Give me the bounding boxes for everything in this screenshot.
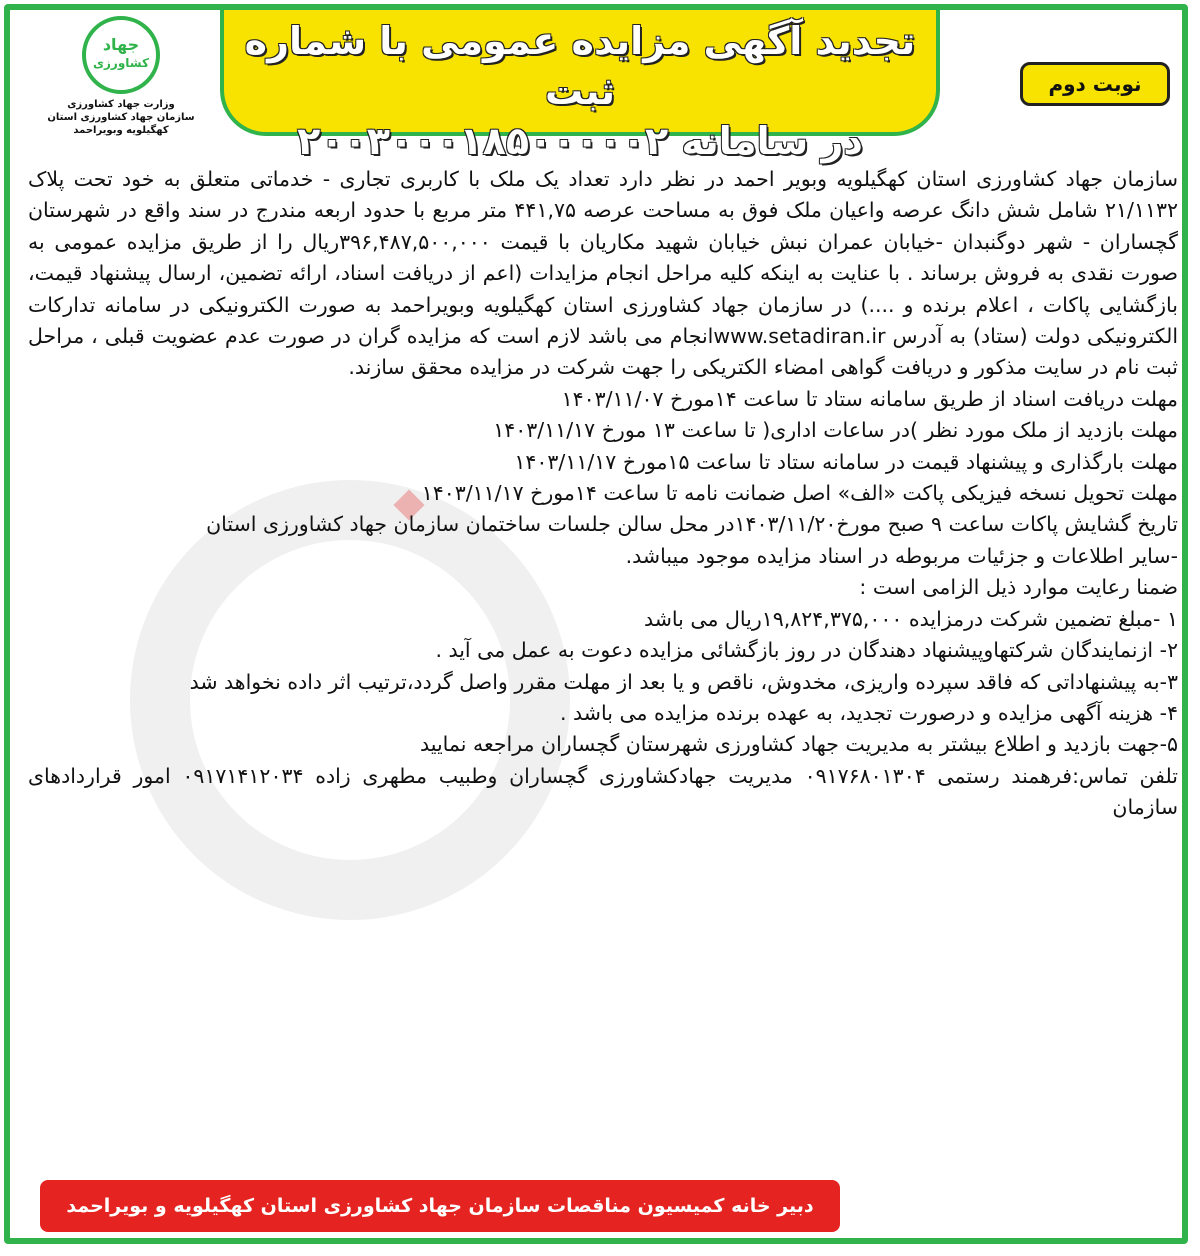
footer-banner: دبیر خانه کمیسیون مناقصات سازمان جهاد کشاورزی استان کهگیلویه و بویراحمد: [40, 1180, 840, 1232]
condition-item-5: ۵-جهت بازدید و اطلاع بیشتر به مدیریت جهاد کشاورزی شهرستان گچساران مراجعه نمایید: [420, 732, 1178, 757]
condition-item-1: ۱ -مبلغ تضمین شرکت درمزایده ۱۹,۸۲۴,۳۷۵,۰۰۰ریال می باشد: [643, 606, 1178, 631]
other-info: -سایر اطلاعات و جزئیات مربوطه در اسناد مزایده موجود میباشد.: [625, 543, 1178, 568]
deadline-physical-envelope: مهلت تحویل نسخه فیزیکی پاکت «الف» اصل ضمانت نامه تا ساعت ۱۴مورخ ۱۴۰۳/۱۱/۱۷: [421, 481, 1178, 506]
intro-paragraph: سازمان جهاد کشاورزی استان کهگیلویه وبویر احمد در نظر دارد تعداد یک ملک با کاربری تجاری - خدماتی متعلق به خود تحت پلاک ۲۱/۱۱۳۲ شامل شش دانگ عرصه واعیان ملک فوق به مساحت عرصه ۴۴۱,۷۵ متر مربع با حدود اربعه مندرج در سند واقع در شهرستان گچساران - شهر دوگنبدان -خیابان عمران نبش خیابان شهید مکاریان با قیمت ۳۹۶,۴۸۷,۵۰۰,۰۰۰ریال را از طریق مزایده عمومی به صورت نقدی به فروش برساند . با عنایت به اینکه کلیه مراحل انجام مزایدات (اعم از دریافت اسناد، ارائه تضمین، ارسال پیشنهاد قیمت، بازگشایی پاکات ، اعلام برنده و ....) در سازمان جهاد کشاورزی استان کهگیلویه وبویراحمد به صورت الکترونیکی در سامانه تدارکات الکترونیکی دولت (ستاد) به آدرس www.setadiran.irانجام می باشد لازم است که مزایده گران در صورت عدم عضویت قبلی ، مراحل ثبت نام در سایت مذکور و دریافت گواهی امضاء الکتریکی را جهت شرکت در مزایده محقق سازند.: [28, 167, 1179, 380]
round-badge: نوبت دوم: [1020, 62, 1170, 106]
ministry-logo: [26, 16, 216, 144]
logo-line1: وزارت جهاد کشاورزی: [67, 99, 175, 110]
logo-mark-bottom: کشاورزی: [93, 56, 149, 70]
title-line1: تجدید آگهی مزایده عمومی با شماره ثبت: [244, 19, 916, 113]
condition-item-3: ۳-به پیشنهاداتی که فاقد سپرده واریزی، مخدوش، ناقص و یا بعد از مهلت مقرر واصل گردد،ترتیب اثر داده نخواهد شد: [189, 669, 1178, 694]
notice-body: [28, 164, 1178, 824]
logo-emblem-icon: [82, 16, 160, 94]
logo-mark-top: جهاد: [102, 35, 140, 54]
condition-item-2: ۲- ازنمایندگان شرکتهاوپیشنهاد دهندگان در روز بازگشائی مزایده دعوت به عمل می آید .: [435, 638, 1178, 663]
logo-caption: [26, 98, 216, 137]
opening-date: تاریخ گشایش پاکات ساعت ۹ صبح مورخ۱۴۰۳/۱۱/۲۰در محل سالن جلسات ساختمان سازمان جهاد کشاورزی استان: [206, 512, 1178, 537]
title-line2: در سامانه ۲۰۰۳۰۰۰۱۸۵۰۰۰۰۰۲: [297, 119, 863, 163]
contact-info: تلفن تماس:فرهمند رستمی ۰۹۱۷۶۸۰۱۳۰۴ مدیریت جهادکشاورزی گچساران وطبیب مطهری زاده ۰۹۱۷۱۴۱۲۰۳۴ امور قراردادهای سازمان: [28, 763, 1178, 820]
logo-line2: سازمان جهاد کشاورزی استان: [47, 112, 195, 123]
deadline-documents: مهلت دریافت اسناد از طریق سامانه ستاد تا ساعت ۱۴مورخ ۱۴۰۳/۱۱/۰۷: [561, 386, 1178, 411]
notice-frame: [4, 4, 1188, 1244]
title-banner: [220, 10, 940, 163]
deadline-upload: مهلت بارگذاری و پیشنهاد قیمت در سامانه ستاد تا ساعت ۱۵مورخ ۱۴۰۳/۱۱/۱۷: [514, 449, 1178, 474]
condition-item-4: ۴- هزینه آگهی مزایده و درصورت تجدید، به عهده برنده مزایده می باشد .: [560, 700, 1178, 725]
mandatory-intro: ضمنا رعایت موارد ذیل الزامی است :: [859, 575, 1178, 600]
logo-line3: کهگیلویه وبویراحمد: [73, 125, 169, 136]
deadline-visit: مهلت بازدید از ملک مورد نظر )در ساعات اداری( تا ساعت ۱۳ مورخ ۱۴۰۳/۱۱/۱۷: [493, 418, 1178, 443]
